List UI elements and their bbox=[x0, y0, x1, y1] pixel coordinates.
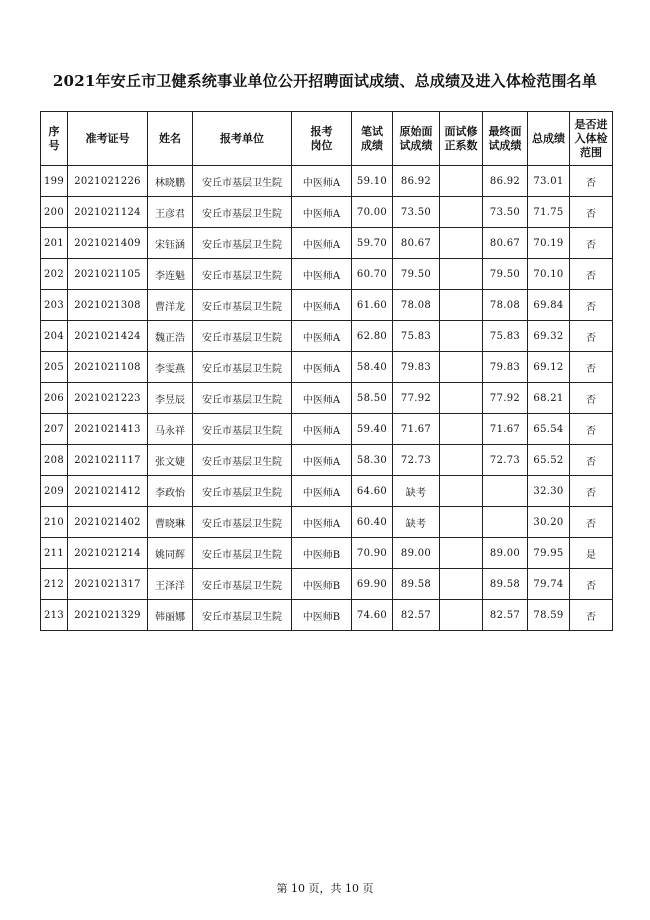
physical-exam-cell: 否 bbox=[570, 197, 613, 228]
written-score-cell: 59.10 bbox=[352, 166, 393, 197]
name-cell: 王彦君 bbox=[148, 197, 193, 228]
table-row bbox=[41, 538, 613, 569]
coefficient-cell bbox=[440, 228, 483, 259]
exam-id-cell: 2021021117 bbox=[68, 445, 148, 476]
post-cell: 中医师A bbox=[292, 383, 352, 414]
written-score-cell: 62.80 bbox=[352, 321, 393, 352]
exam-id-cell: 2021021409 bbox=[68, 228, 148, 259]
raw-interview-cell: 75.83 bbox=[393, 321, 440, 352]
coefficient-cell bbox=[440, 290, 483, 321]
raw-interview-cell: 89.58 bbox=[393, 569, 440, 600]
page-footer: 第 10 页，共 10 页 bbox=[276, 882, 374, 895]
coefficient-cell bbox=[440, 507, 483, 538]
coefficient-cell bbox=[440, 321, 483, 352]
post-cell: 中医师A bbox=[292, 414, 352, 445]
unit-cell: 安丘市基层卫生院 bbox=[193, 445, 292, 476]
final-interview-cell: 75.83 bbox=[483, 321, 528, 352]
results-table bbox=[40, 111, 613, 631]
header-cell: 报考岗位 bbox=[292, 112, 352, 166]
written-score-cell: 74.60 bbox=[352, 600, 393, 631]
header-cell: 姓名 bbox=[148, 112, 193, 166]
raw-interview-cell: 79.50 bbox=[393, 259, 440, 290]
written-score-cell: 60.70 bbox=[352, 259, 393, 290]
table-row bbox=[41, 228, 613, 259]
physical-exam-cell: 否 bbox=[570, 476, 613, 507]
table-header-row bbox=[41, 112, 613, 166]
name-cell: 李昱辰 bbox=[148, 383, 193, 414]
seq-cell: 204 bbox=[41, 321, 68, 352]
final-interview-cell: 77.92 bbox=[483, 383, 528, 414]
written-score-cell: 70.00 bbox=[352, 197, 393, 228]
final-interview-cell: 89.00 bbox=[483, 538, 528, 569]
name-cell: 韩丽娜 bbox=[148, 600, 193, 631]
raw-interview-cell: 72.73 bbox=[393, 445, 440, 476]
seq-cell: 210 bbox=[41, 507, 68, 538]
header-cell: 是否进入体检范围 bbox=[570, 112, 613, 166]
header-cell: 序号 bbox=[41, 112, 68, 166]
physical-exam-cell: 否 bbox=[570, 166, 613, 197]
raw-interview-cell: 77.92 bbox=[393, 383, 440, 414]
raw-interview-cell: 缺考 bbox=[393, 507, 440, 538]
final-interview-cell: 79.50 bbox=[483, 259, 528, 290]
name-cell: 宋钰涵 bbox=[148, 228, 193, 259]
final-interview-cell: 79.83 bbox=[483, 352, 528, 383]
post-cell: 中医师A bbox=[292, 321, 352, 352]
final-interview-cell: 82.57 bbox=[483, 600, 528, 631]
seq-cell: 205 bbox=[41, 352, 68, 383]
final-interview-cell: 89.58 bbox=[483, 569, 528, 600]
written-score-cell: 59.40 bbox=[352, 414, 393, 445]
table-row bbox=[41, 290, 613, 321]
unit-cell: 安丘市基层卫生院 bbox=[193, 569, 292, 600]
final-interview-cell: 86.92 bbox=[483, 166, 528, 197]
total-score-cell: 78.59 bbox=[528, 600, 570, 631]
unit-cell: 安丘市基层卫生院 bbox=[193, 600, 292, 631]
exam-id-cell: 2021021105 bbox=[68, 259, 148, 290]
coefficient-cell bbox=[440, 383, 483, 414]
name-cell: 张文婕 bbox=[148, 445, 193, 476]
table-row bbox=[41, 383, 613, 414]
post-cell: 中医师B bbox=[292, 569, 352, 600]
header-cell: 总成绩 bbox=[528, 112, 570, 166]
total-score-cell: 65.52 bbox=[528, 445, 570, 476]
seq-cell: 202 bbox=[41, 259, 68, 290]
seq-cell: 206 bbox=[41, 383, 68, 414]
total-score-cell: 68.21 bbox=[528, 383, 570, 414]
table-row bbox=[41, 352, 613, 383]
post-cell: 中医师A bbox=[292, 197, 352, 228]
seq-cell: 209 bbox=[41, 476, 68, 507]
coefficient-cell bbox=[440, 600, 483, 631]
exam-id-cell: 2021021413 bbox=[68, 414, 148, 445]
raw-interview-cell: 71.67 bbox=[393, 414, 440, 445]
total-score-cell: 71.75 bbox=[528, 197, 570, 228]
seq-cell: 212 bbox=[41, 569, 68, 600]
coefficient-cell bbox=[440, 166, 483, 197]
name-cell: 曹晓琳 bbox=[148, 507, 193, 538]
total-score-cell: 69.32 bbox=[528, 321, 570, 352]
physical-exam-cell: 否 bbox=[570, 507, 613, 538]
final-interview-cell bbox=[483, 507, 528, 538]
table-row bbox=[41, 259, 613, 290]
header-cell: 最终面试成绩 bbox=[483, 112, 528, 166]
unit-cell: 安丘市基层卫生院 bbox=[193, 383, 292, 414]
seq-cell: 201 bbox=[41, 228, 68, 259]
exam-id-cell: 2021021317 bbox=[68, 569, 148, 600]
seq-cell: 199 bbox=[41, 166, 68, 197]
total-score-cell: 30.20 bbox=[528, 507, 570, 538]
written-score-cell: 58.30 bbox=[352, 445, 393, 476]
coefficient-cell bbox=[440, 445, 483, 476]
total-score-cell: 79.95 bbox=[528, 538, 570, 569]
exam-id-cell: 2021021108 bbox=[68, 352, 148, 383]
unit-cell: 安丘市基层卫生院 bbox=[193, 352, 292, 383]
coefficient-cell bbox=[440, 197, 483, 228]
final-interview-cell bbox=[483, 476, 528, 507]
table-row bbox=[41, 569, 613, 600]
seq-cell: 213 bbox=[41, 600, 68, 631]
exam-id-cell: 2021021226 bbox=[68, 166, 148, 197]
name-cell: 王泽洋 bbox=[148, 569, 193, 600]
coefficient-cell bbox=[440, 538, 483, 569]
post-cell: 中医师A bbox=[292, 352, 352, 383]
physical-exam-cell: 否 bbox=[570, 383, 613, 414]
name-cell: 林晓鹏 bbox=[148, 166, 193, 197]
exam-id-cell: 2021021214 bbox=[68, 538, 148, 569]
physical-exam-cell: 否 bbox=[570, 259, 613, 290]
written-score-cell: 69.90 bbox=[352, 569, 393, 600]
post-cell: 中医师B bbox=[292, 538, 352, 569]
header-cell: 笔试成绩 bbox=[352, 112, 393, 166]
exam-id-cell: 2021021424 bbox=[68, 321, 148, 352]
post-cell: 中医师A bbox=[292, 290, 352, 321]
exam-id-cell: 2021021402 bbox=[68, 507, 148, 538]
coefficient-cell bbox=[440, 352, 483, 383]
raw-interview-cell: 73.50 bbox=[393, 197, 440, 228]
post-cell: 中医师A bbox=[292, 476, 352, 507]
total-score-cell: 69.12 bbox=[528, 352, 570, 383]
table-row bbox=[41, 445, 613, 476]
header-cell: 面试修正系数 bbox=[440, 112, 483, 166]
table-row bbox=[41, 414, 613, 445]
raw-interview-cell: 78.08 bbox=[393, 290, 440, 321]
post-cell: 中医师A bbox=[292, 445, 352, 476]
written-score-cell: 58.50 bbox=[352, 383, 393, 414]
written-score-cell: 59.70 bbox=[352, 228, 393, 259]
unit-cell: 安丘市基层卫生院 bbox=[193, 414, 292, 445]
total-score-cell: 32.30 bbox=[528, 476, 570, 507]
post-cell: 中医师A bbox=[292, 228, 352, 259]
seq-cell: 211 bbox=[41, 538, 68, 569]
header-cell: 原始面试成绩 bbox=[393, 112, 440, 166]
final-interview-cell: 71.67 bbox=[483, 414, 528, 445]
physical-exam-cell: 否 bbox=[570, 414, 613, 445]
seq-cell: 208 bbox=[41, 445, 68, 476]
final-interview-cell: 73.50 bbox=[483, 197, 528, 228]
seq-cell: 200 bbox=[41, 197, 68, 228]
physical-exam-cell: 否 bbox=[570, 445, 613, 476]
physical-exam-cell: 是 bbox=[570, 538, 613, 569]
unit-cell: 安丘市基层卫生院 bbox=[193, 290, 292, 321]
total-score-cell: 70.19 bbox=[528, 228, 570, 259]
name-cell: 马永祥 bbox=[148, 414, 193, 445]
final-interview-cell: 78.08 bbox=[483, 290, 528, 321]
name-cell: 李连魁 bbox=[148, 259, 193, 290]
name-cell: 李雯燕 bbox=[148, 352, 193, 383]
unit-cell: 安丘市基层卫生院 bbox=[193, 476, 292, 507]
written-score-cell: 58.40 bbox=[352, 352, 393, 383]
coefficient-cell bbox=[440, 259, 483, 290]
table-row bbox=[41, 166, 613, 197]
written-score-cell: 64.60 bbox=[352, 476, 393, 507]
written-score-cell: 61.60 bbox=[352, 290, 393, 321]
header-cell: 报考单位 bbox=[193, 112, 292, 166]
post-cell: 中医师A bbox=[292, 507, 352, 538]
exam-id-cell: 2021021308 bbox=[68, 290, 148, 321]
exam-id-cell: 2021021223 bbox=[68, 383, 148, 414]
coefficient-cell bbox=[440, 569, 483, 600]
physical-exam-cell: 否 bbox=[570, 321, 613, 352]
table-row bbox=[41, 507, 613, 538]
total-score-cell: 65.54 bbox=[528, 414, 570, 445]
unit-cell: 安丘市基层卫生院 bbox=[193, 259, 292, 290]
raw-interview-cell: 89.00 bbox=[393, 538, 440, 569]
exam-id-cell: 2021021329 bbox=[68, 600, 148, 631]
unit-cell: 安丘市基层卫生院 bbox=[193, 538, 292, 569]
coefficient-cell bbox=[440, 414, 483, 445]
physical-exam-cell: 否 bbox=[570, 569, 613, 600]
table-row bbox=[41, 197, 613, 228]
raw-interview-cell: 80.67 bbox=[393, 228, 440, 259]
exam-id-cell: 2021021124 bbox=[68, 197, 148, 228]
raw-interview-cell: 缺考 bbox=[393, 476, 440, 507]
raw-interview-cell: 79.83 bbox=[393, 352, 440, 383]
total-score-cell: 69.84 bbox=[528, 290, 570, 321]
name-cell: 魏正浩 bbox=[148, 321, 193, 352]
header-cell: 准考证号 bbox=[68, 112, 148, 166]
exam-id-cell: 2021021412 bbox=[68, 476, 148, 507]
unit-cell: 安丘市基层卫生院 bbox=[193, 166, 292, 197]
post-cell: 中医师B bbox=[292, 600, 352, 631]
name-cell: 曹洋龙 bbox=[148, 290, 193, 321]
seq-cell: 207 bbox=[41, 414, 68, 445]
raw-interview-cell: 86.92 bbox=[393, 166, 440, 197]
total-score-cell: 79.74 bbox=[528, 569, 570, 600]
final-interview-cell: 72.73 bbox=[483, 445, 528, 476]
unit-cell: 安丘市基层卫生院 bbox=[193, 228, 292, 259]
name-cell: 李政怡 bbox=[148, 476, 193, 507]
total-score-cell: 73.01 bbox=[528, 166, 570, 197]
table-row bbox=[41, 476, 613, 507]
seq-cell: 203 bbox=[41, 290, 68, 321]
post-cell: 中医师A bbox=[292, 166, 352, 197]
physical-exam-cell: 否 bbox=[570, 352, 613, 383]
total-score-cell: 70.10 bbox=[528, 259, 570, 290]
physical-exam-cell: 否 bbox=[570, 600, 613, 631]
written-score-cell: 70.90 bbox=[352, 538, 393, 569]
raw-interview-cell: 82.57 bbox=[393, 600, 440, 631]
coefficient-cell bbox=[440, 476, 483, 507]
final-interview-cell: 80.67 bbox=[483, 228, 528, 259]
unit-cell: 安丘市基层卫生院 bbox=[193, 321, 292, 352]
physical-exam-cell: 否 bbox=[570, 228, 613, 259]
table-row bbox=[41, 321, 613, 352]
physical-exam-cell: 否 bbox=[570, 290, 613, 321]
unit-cell: 安丘市基层卫生院 bbox=[193, 507, 292, 538]
unit-cell: 安丘市基层卫生院 bbox=[193, 197, 292, 228]
written-score-cell: 60.40 bbox=[352, 507, 393, 538]
post-cell: 中医师A bbox=[292, 259, 352, 290]
page-title: 2021年安丘市卫健系统事业单位公开招聘面试成绩、总成绩及进入体检范围名单 bbox=[52, 72, 598, 90]
table-row bbox=[41, 600, 613, 631]
name-cell: 姚同辉 bbox=[148, 538, 193, 569]
